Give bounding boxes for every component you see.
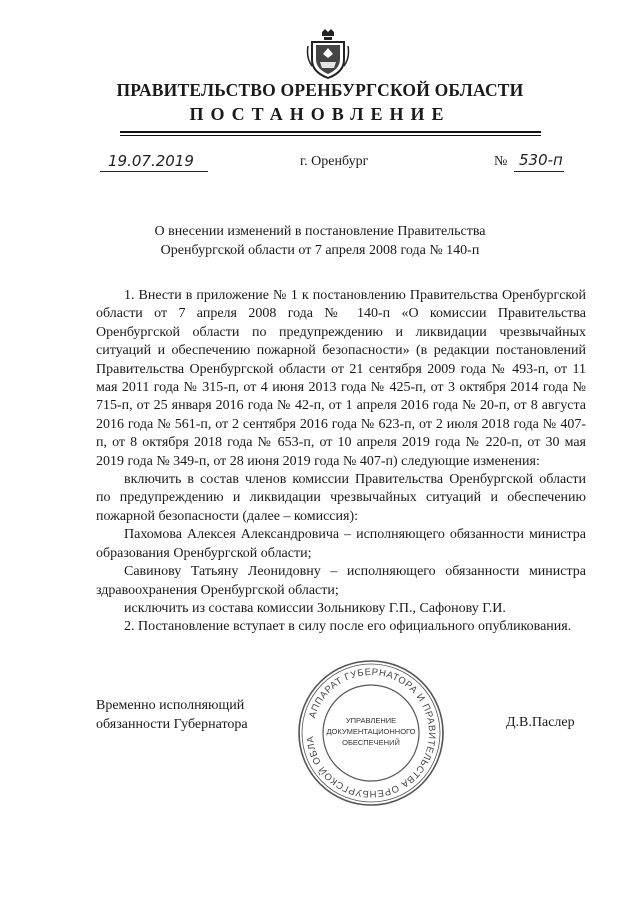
body-paragraph: Савинову Татьяну Леонидовну – исполняющего обязанности министра здравоохранения Оренбургской области; [96, 564, 586, 598]
stamp-line-3: ОБЕСПЕЧЕНИЙ [342, 738, 400, 747]
document-subject [0, 222, 640, 260]
document-body [96, 287, 586, 637]
number-sign: № [494, 154, 508, 169]
signatory-title-line-2: обязанности Губернатора [96, 717, 248, 732]
document-number: 530-п [519, 151, 563, 169]
subject-line-2: Оренбургской области от 7 апреля 2008 года № 140-п [160, 243, 480, 258]
body-paragraph: включить в состав членов комиссии Правительства Оренбургской области по предупреждению и ликвидации чрезвычайных ситуаций и обеспечению пожарной безопасности (далее – комиссия): [96, 472, 586, 524]
document-city: г. Оренбург [300, 154, 369, 169]
stamp-ring-text: АППАРАТ ГУБЕРНАТОРА И ПРАВИТЕЛЬСТВА ОРЕНБУРГСКОЙ ОБЛА [305, 666, 438, 800]
body-paragraph: исключить из состава комиссии Зольникову Г.П., Сафонову Г.И. [124, 600, 506, 616]
document-date: 19.07.2019 [108, 152, 194, 170]
signatory-title-line-1: Временно исполняющий [96, 698, 245, 713]
official-stamp [296, 658, 446, 808]
body-paragraph: Пахомова Алексея Александровича – исполняющего обязанности министра образования Оренбургской области; [96, 527, 586, 561]
organization-name: ПРАВИТЕЛЬСТВО ОРЕНБУРГСКОЙ ОБЛАСТИ [116, 80, 524, 100]
body-paragraph: 1. Внести в приложение № 1 к постановлению Правительства Оренбургской области от 7 апреля 2008 года № 140-п «О комиссии Правительства Оренбургской области по предупреждению и ликвидации чрезвычайных ситуаций и обеспечению пожарной безопасности» (в редакции постановлений Правительства Оренбургской области от 21 сентября 2009 года № 493-п, от 11 мая 2011 года № 315-п, от 4 июня 2013 года № 425-п, от 3 октября 2014 года № 715-п, от 25 января 2016 года № 42-п, от 1 апреля 2016 года № 20-п, от 8 августа 2016 года № 561-п, от 2 сентября 2016 года № 623-п, от 2 июля 2018 года № 407-п, от 8 октября 2018 года № 653-п, от 10 апреля 2019 года № 220-п, от 30 мая 2019 года № 349-п, от 28 июня 2019 года № 407-п) следующие изменения: [96, 288, 586, 469]
stamp-line-2: ДОКУМЕНТАЦИОННОГО [326, 727, 416, 736]
document-type: ПОСТАНОВЛЕНИЕ [189, 104, 451, 124]
signatory-title [96, 696, 248, 734]
stamp-line-1: УПРАВЛЕНИЕ [345, 716, 397, 725]
date-underline [100, 171, 208, 172]
subject-line-1: О внесении изменений в постановление Правительства [154, 224, 486, 239]
header-rule-thin [120, 135, 541, 136]
coat-of-arms-icon [306, 28, 350, 80]
number-underline [514, 171, 564, 172]
signatory-name: Д.В.Паслер [506, 715, 575, 730]
body-paragraph: 2. Постановление вступает в силу после его официального опубликования. [124, 619, 572, 635]
header-rule-thick [120, 131, 541, 133]
